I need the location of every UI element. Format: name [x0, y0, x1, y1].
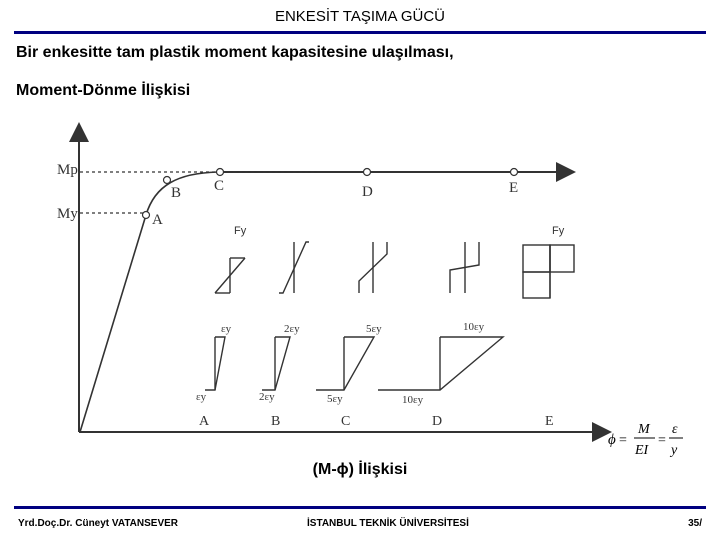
- strain-bottom-c: 5εy: [327, 393, 343, 405]
- section-letter-d: D: [432, 414, 443, 429]
- footer-author: Yrd.Doç.Dr. Cüneyt VATANSEVER: [18, 518, 179, 529]
- strain-bottom-b: 2εy: [259, 391, 275, 403]
- strain-top-b: 2εy: [284, 323, 300, 335]
- heading-plastic-moment: Bir enkesitte tam plastik moment kapasitesine ulaşılması,: [16, 44, 454, 61]
- section-letter-e: E: [545, 414, 554, 429]
- point-e-marker: [511, 169, 518, 176]
- curve-label-b: B: [171, 185, 182, 201]
- curve-label-c: C: [214, 178, 225, 194]
- figure-caption: (M-ϕ) İlişkisi: [312, 461, 408, 478]
- formula-phi: ϕ: [608, 432, 616, 448]
- curve-label-a: A: [152, 212, 163, 228]
- stress-diagrams: [215, 242, 574, 298]
- strain-bottom-a: εy: [196, 391, 207, 403]
- strain-top-d: 10εy: [463, 321, 485, 333]
- mp-label: Mp: [57, 162, 78, 178]
- point-c-marker: [217, 169, 224, 176]
- section-letter-c: C: [341, 414, 351, 429]
- footer-institution: İSTANBUL TEKNİK ÜNİVERSİTESİ: [307, 518, 469, 529]
- heading-moment-rotation: Moment-Dönme İlişkisi: [16, 82, 191, 99]
- curve-label-e: E: [509, 180, 519, 196]
- formula-ei: EI: [635, 443, 649, 458]
- section-letter-a: A: [199, 414, 210, 429]
- curve-label-d: D: [362, 184, 373, 200]
- point-a-marker: [143, 212, 150, 219]
- strain-top-c: 5εy: [366, 323, 382, 335]
- curvature-formula: [608, 422, 683, 458]
- section-letter-b: B: [271, 414, 281, 429]
- page-number: 35/: [688, 518, 702, 529]
- formula-equals-2: =: [658, 433, 666, 448]
- strain-bottom-d: 10εy: [402, 394, 424, 406]
- slide-title: ENKESİT TAŞIMA GÜCÜ: [274, 8, 446, 25]
- fy-label-right: Fy: [552, 225, 565, 237]
- strain-top-a: εy: [221, 323, 232, 335]
- my-label: My: [57, 206, 78, 222]
- formula-eps: ε: [672, 422, 678, 437]
- formula-m: M: [638, 422, 650, 437]
- point-b-marker: [164, 177, 171, 184]
- formula-equals: =: [619, 433, 627, 448]
- strain-diagrams: [205, 337, 503, 390]
- footer-rule: [14, 506, 706, 509]
- point-d-marker: [364, 169, 371, 176]
- formula-y: y: [671, 443, 678, 458]
- fy-label-left: Fy: [234, 225, 247, 237]
